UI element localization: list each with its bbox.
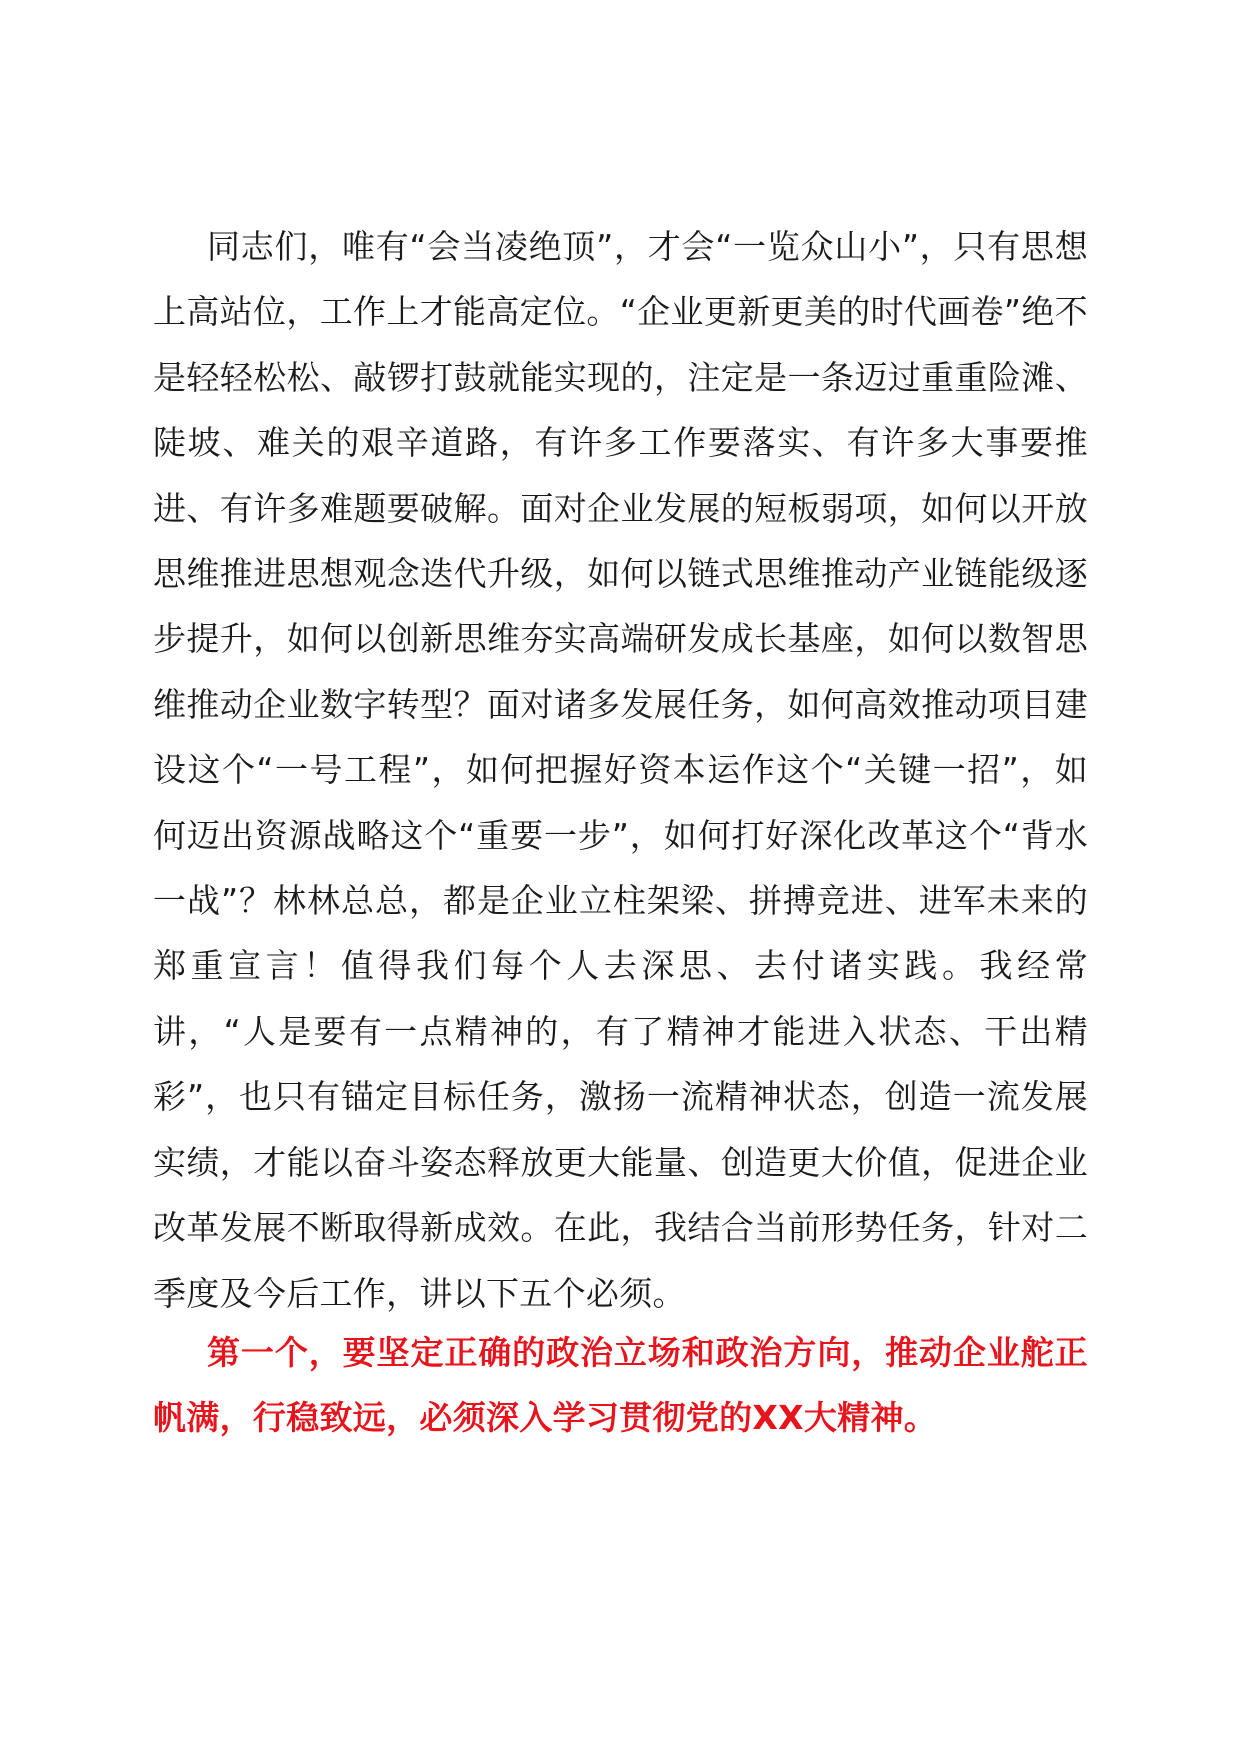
body-paragraph: 同志们，唯有“会当凌绝顶”，才会“一览众山小”，只有思想上高站位，工作上才能高定位。“企业更新更美的时代画卷”绝不是轻轻松松、敲锣打鼓就能实现的，注定是一条迈过重重险滩、陡坡、难关的艰辛道路，有许多工作要落实、有许多大事要推进、有许多难题要破解。面对企业发展的短板弱项，如何以开放思维推进思想观念迭代升级，如何以链式思维推动产业链能级逐步提升，如何以创新思维夯实高端研发成长基座，如何以数智思维推动企业数字转型？面对诸多发展任务，如何高效推动项目建设这个“一号工程”，如何把握好资本运作这个“关键一招”，如何迈出资源战略这个“重要一步”，如何打好深化改革这个“背水一战”？林林总总，都是企业立柱架梁、拼搏竞进、进军未来的郑重宣言！值得我们每个人去深思、去付诸实践。我经常讲，“人是要有一点精神的，有了精神才能进入状态、干出精彩”，也只有锚定目标任务，激扬一流精神状态，创造一流发展实绩，才能以奋斗姿态释放更大能量、创造更大价值，促进企业改革发展不断取得新成效。在此，我结合当前形势任务，针对二季度及今后工作，讲以下五个必须。 (153, 227, 1088, 1313)
section-heading: 第一个，要坚定正确的政治立场和政治方向，推动企业舵正帆满，行稳致远，必须深入学习贯彻党的XX大精神。 (153, 1333, 1088, 1437)
